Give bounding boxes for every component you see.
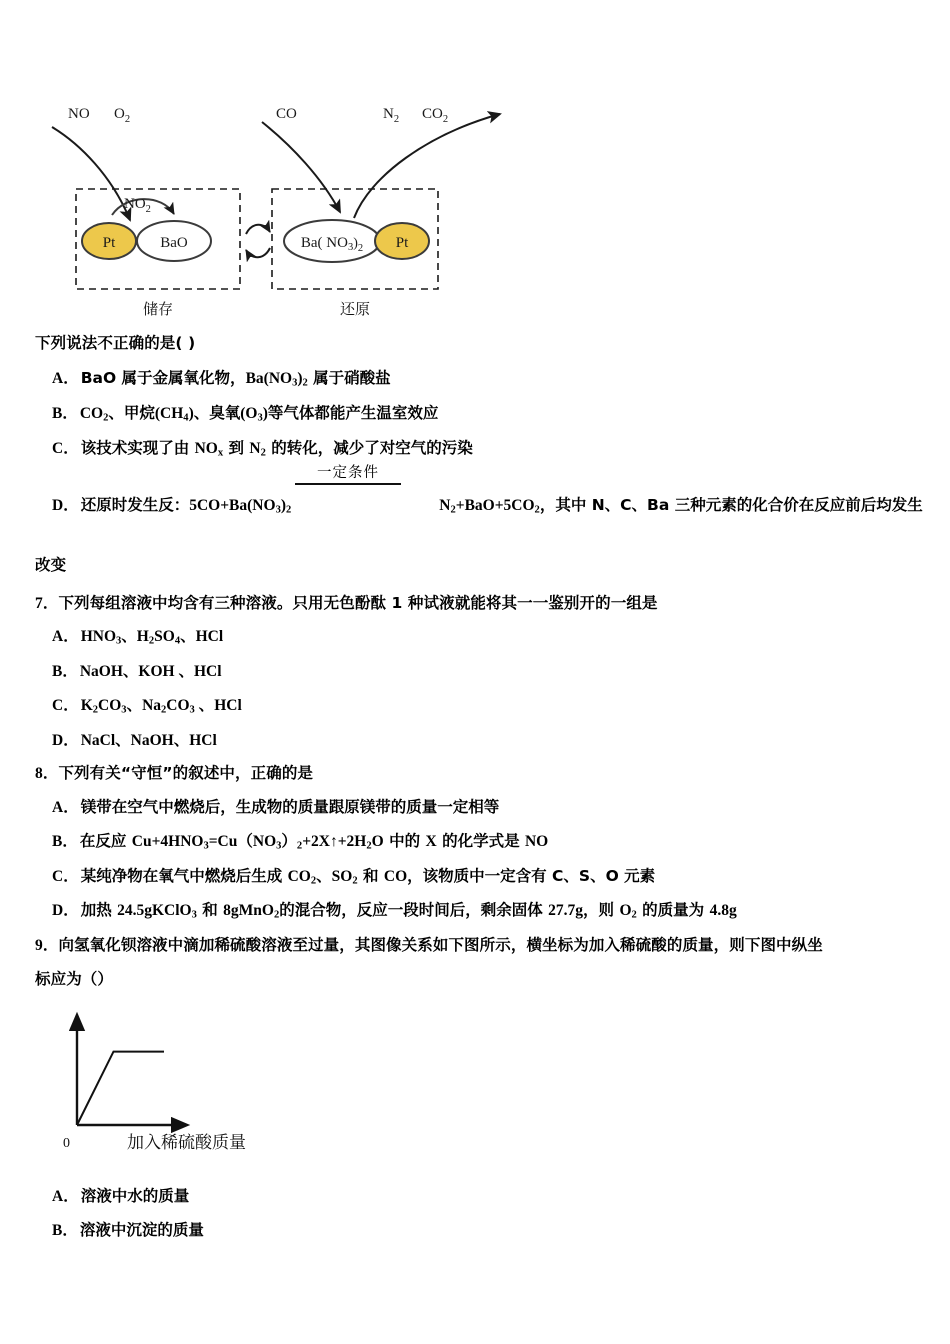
q9-option-a-label: A． <box>52 1188 79 1205</box>
q8-stem <box>35 765 313 783</box>
q8-option-c-label: C． <box>52 868 79 885</box>
q6-option-c-label: C． <box>52 440 79 457</box>
q7-option-a-text: $HNO_3$、$H_2SO_4$、HCl <box>80 627 224 647</box>
q9-stem-text-1: 向氢氧化钡溶液中滴加稀硫酸溶液至过量，其图像关系如下图所示，横坐标为加入稀硫酸的质量，则下图中纵坐 <box>58 936 823 954</box>
q8-option-d[interactable] <box>52 902 737 921</box>
q7-stem <box>35 595 658 613</box>
q8-stem-text: 下列有关“守恒”的叙述中，正确的是 <box>58 764 314 782</box>
q8-option-c[interactable] <box>52 868 655 887</box>
q6-option-b[interactable] <box>52 405 438 424</box>
arrow-outlet-right <box>354 114 500 218</box>
q7-option-d[interactable] <box>52 732 217 750</box>
q6-reaction-condition <box>295 466 401 485</box>
q6-option-d-text: 还原时发生反：$5CO+Ba(NO_3)_2$ $N_2+BaO+5CO_2$，其中 N、C、Ba 三种元素的化合价在反应前后均发生 <box>80 496 923 516</box>
caption-storage: 储存 <box>142 300 174 318</box>
q8-option-b[interactable] <box>52 833 548 852</box>
q7-stem-text: 下列每组溶液中均含有三种溶液。只用无色酚酞 1 种试液就能将其一一鉴别开的一组是 <box>58 594 658 612</box>
q8-option-b-text: 在反应 $Cu+4HNO_3=Cu(NO_3)_2+2X↑+2H_2O$ 中的 X 的化学式是 NO <box>79 832 549 852</box>
q9-stem-line2: 标应为（） <box>35 970 114 988</box>
q8-option-c-text: 某纯净物在氧气中燃烧后生成 $CO_2$、$SO_2$ 和 CO，该物质中一定含有 C、S、O 元素 <box>80 867 656 887</box>
q8-option-a[interactable] <box>52 799 499 817</box>
gas-label-n2: $N_2$ <box>383 106 400 125</box>
q9-option-b-label: B． <box>52 1222 78 1239</box>
q6-option-c-text: 该技术实现了由 $NO_x$ 到 $N_2$ 的转化，减少了对空气的污染 <box>80 439 473 459</box>
q9-option-a[interactable] <box>52 1188 189 1206</box>
gas-label-no: NO <box>68 106 90 122</box>
gas-label-co2: $CO_2$ <box>422 106 449 125</box>
q6-stem: 下列说法不正确的是( ) <box>35 334 196 352</box>
q6-option-a-text: BaO 属于金属氧化物，$Ba(NO_3)_2$ 属于硝酸盐 <box>80 369 391 389</box>
arrow-cycle-bottom <box>246 248 270 257</box>
label-no2: $NO_2$ <box>124 196 151 215</box>
q9-stem-line1 <box>35 937 823 955</box>
q7-option-c-label: C． <box>52 697 79 714</box>
q6-option-b-label: B． <box>52 405 78 422</box>
q7-option-c-text: $K_2CO_3$、$Na_2CO_3$ 、HCl <box>80 696 242 716</box>
label-pt-right: Pt <box>395 235 409 251</box>
q9-option-b-text: 溶液中沉淀的质量 <box>79 1221 204 1239</box>
gas-label-o2: $O_2$ <box>114 106 131 125</box>
q7-option-d-label: D． <box>52 732 79 749</box>
q6-condition-text: 一定条件 <box>317 465 379 481</box>
label-barium-nitrate: Ba( $NO_3)_2$ <box>300 235 364 254</box>
q7-option-c[interactable] <box>52 697 242 716</box>
q6-option-d-continuation: 改变 <box>35 556 67 574</box>
chart-x-axis-label: 加入稀硫酸质量 <box>127 1133 246 1153</box>
q7-number: 7． <box>35 595 59 612</box>
q6-condition-rule <box>295 483 401 485</box>
q8-option-a-label: A． <box>52 799 79 816</box>
q8-option-a-text: 镁带在空气中燃烧后，生成物的质量跟原镁带的质量一定相等 <box>80 798 500 816</box>
gas-label-co: CO <box>276 106 297 122</box>
arrow-inlet-right <box>262 122 340 212</box>
q9-option-b[interactable] <box>52 1222 204 1240</box>
q7-option-a-label: A． <box>52 628 79 645</box>
q7-option-b[interactable] <box>52 663 222 681</box>
chart-series-line <box>77 1052 164 1125</box>
q6-option-d[interactable] <box>52 497 923 516</box>
q7-option-b-label: B． <box>52 663 78 680</box>
q7-option-d-text: NaCl、NaOH、HCl <box>80 731 217 749</box>
q6-option-a-label: A． <box>52 370 79 387</box>
q7-option-a[interactable] <box>52 628 223 647</box>
label-pt-left: Pt <box>102 235 116 251</box>
q8-option-d-label: D． <box>52 902 79 919</box>
q6-option-a[interactable] <box>52 370 391 389</box>
nox-catalyst-diagram <box>40 72 520 322</box>
q7-option-b-text: NaOH、KOH 、HCl <box>79 662 222 680</box>
q6-option-c[interactable] <box>52 440 473 459</box>
q8-option-b-label: B． <box>52 833 78 850</box>
arrow-inlet-left <box>52 127 130 220</box>
q8-number: 8． <box>35 765 59 782</box>
arrow-cycle-top <box>246 225 270 234</box>
label-bao: BaO <box>160 235 188 251</box>
q8-option-d-text: 加热 24.5gKClO$_3$ 和 8gMnO$_2$的混合物，反应一段时间后，剩余固体 27.7g，则 $O_2$ 的质量为 4.8g <box>80 901 737 921</box>
q9-line-chart <box>55 1005 375 1160</box>
caption-reduction: 还原 <box>339 300 371 318</box>
q6-option-d-label: D． <box>52 497 79 514</box>
q9-option-a-text: 溶液中水的质量 <box>80 1187 190 1205</box>
chart-origin-label: 0 <box>63 1136 70 1151</box>
q6-option-b-text: $CO_2$、甲烷$(CH_4)$、臭氧$(O_3)$等气体都能产生温室效应 <box>79 404 439 424</box>
q9-number: 9． <box>35 937 59 954</box>
